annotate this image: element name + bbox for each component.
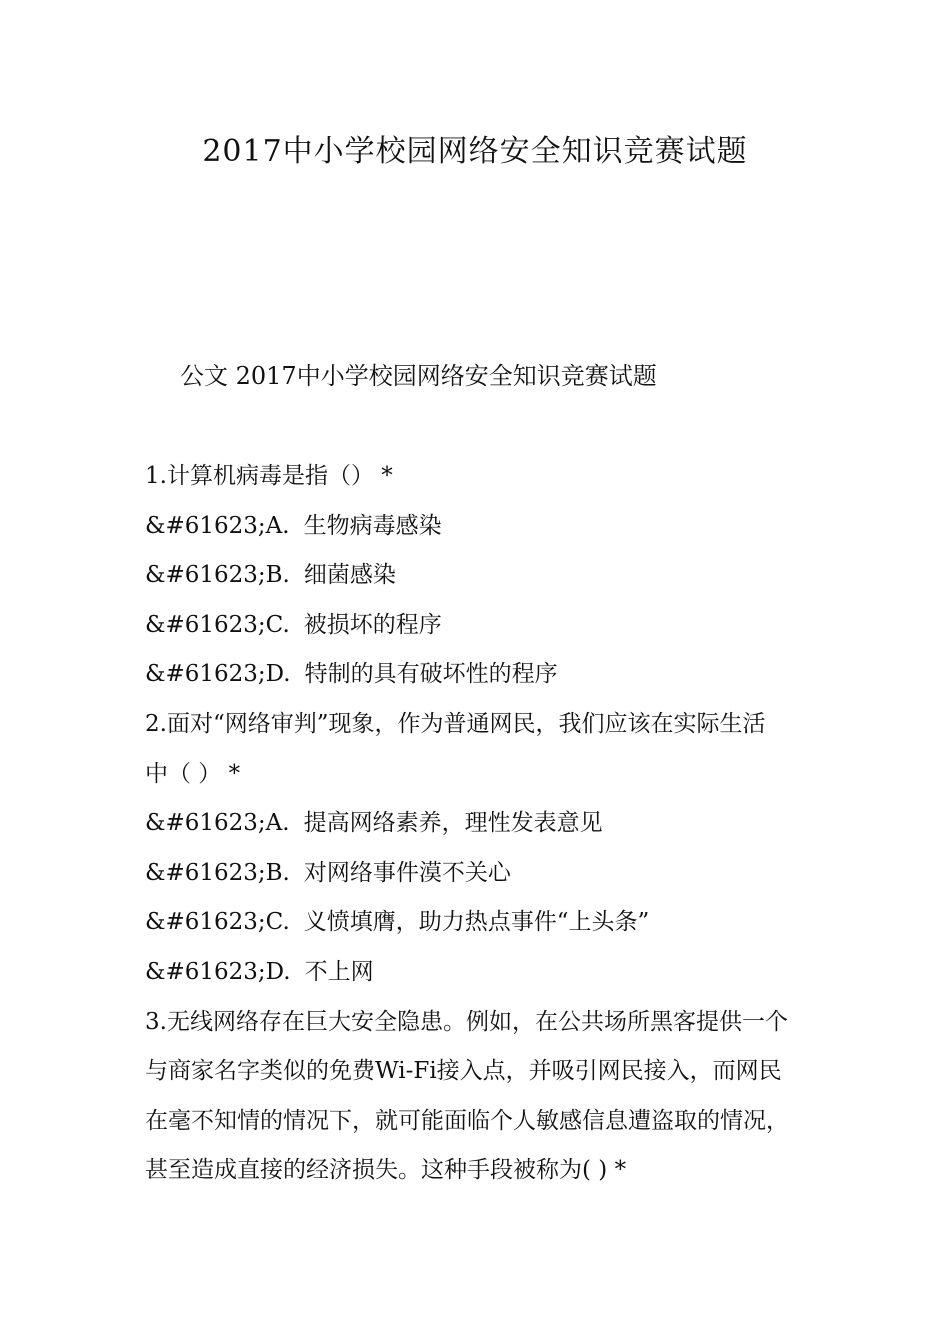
question-line: 中（ ） * [145,760,241,787]
question-line: 1.计算机病毒是指（） * [145,463,393,489]
option-text: 不上网 [304,958,374,985]
question-list [145,452,810,1196]
question-line: 3.无线网络存在巨大安全隐患。例如，在公共场所黑客提供一个 [145,1008,788,1035]
option-text: 生物病毒感染 [303,512,442,539]
answer-option[interactable] [145,799,810,849]
answer-option[interactable] [145,948,810,998]
option-text: 细菌感染 [303,562,396,589]
option-marker: &#61623;A. [145,810,290,837]
answer-option[interactable] [145,849,810,899]
option-marker: &#61623;C. [145,611,290,638]
option-marker: &#61623;C. [145,909,290,936]
answer-option[interactable] [145,650,810,700]
answer-option[interactable] [145,551,810,601]
question-line: 2.面对“网络审判”现象，作为普通网民，我们应该在实际生活 [145,710,766,737]
option-marker: &#61623;D. [145,958,291,985]
option-text: 义愤填膺，助力热点事件“上头条” [303,909,650,936]
option-marker: &#61623;B. [145,859,290,886]
document-subtitle: 公文 2017中小学校园网络安全知识竞赛试题 [180,362,657,390]
option-text: 特制的具有破坏性的程序 [304,661,558,688]
option-text: 被损坏的程序 [303,611,442,638]
option-text: 对网络事件漠不关心 [303,859,511,886]
answer-option[interactable] [145,898,810,948]
answer-option[interactable] [145,502,810,552]
page-title: 2017中小学校园网络安全知识竞赛试题 [202,134,748,169]
option-marker: &#61623;A. [145,512,290,539]
answer-option[interactable] [145,601,810,651]
option-marker: &#61623;D. [145,661,291,688]
question-line: 与商家名字类似的免费Wi-Fi接入点，并吸引网民接入，而网民 [145,1058,782,1085]
option-marker: &#61623;B. [145,562,290,589]
question-line: 在毫不知情的情况下，就可能面临个人敏感信息遭盗取的情况， [145,1107,789,1134]
question-line: 甚至造成直接的经济损失。这种手段被称为( ) * [145,1157,627,1184]
option-text: 提高网络素养，理性发表意见 [303,810,603,837]
